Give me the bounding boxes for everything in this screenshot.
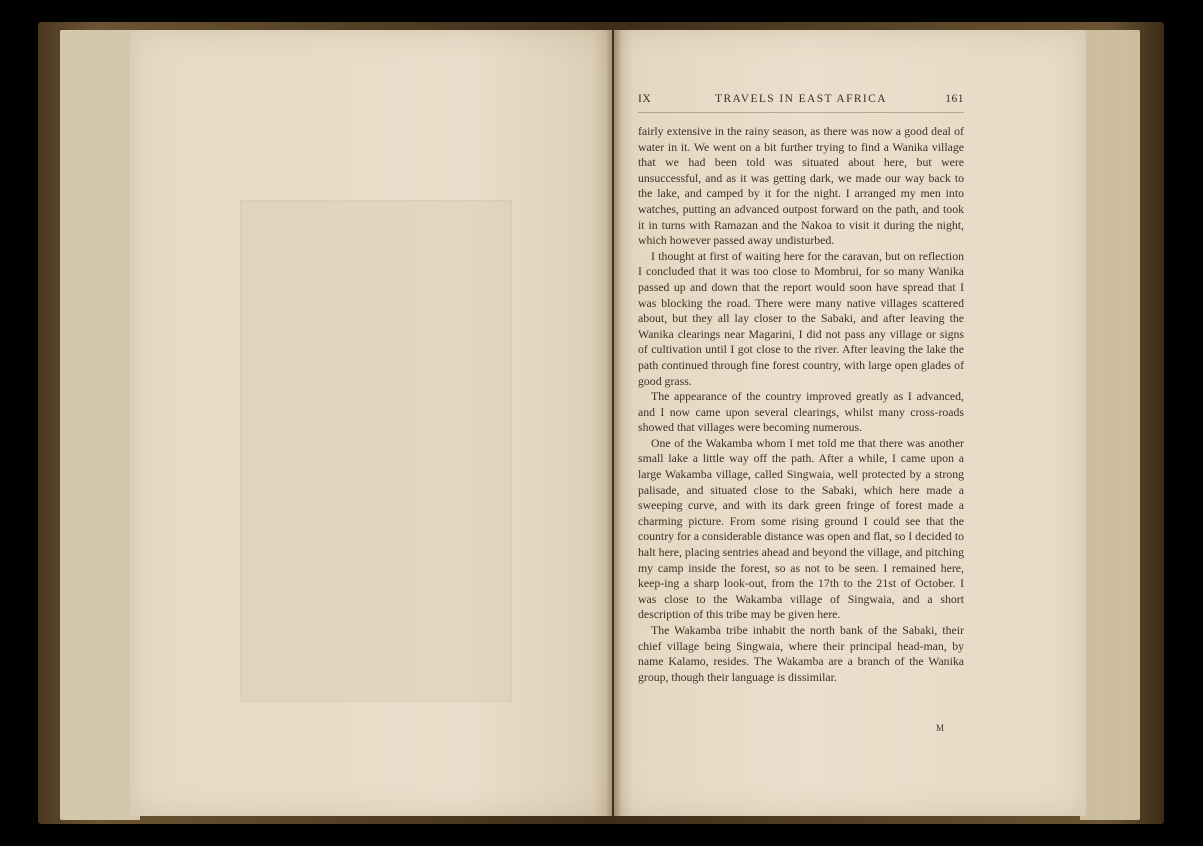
signature-mark: M xyxy=(936,723,945,733)
page-edges-left xyxy=(60,30,140,820)
paragraph-1: fairly extensive in the rainy season, as there was now a good deal of water in it. We went on a bit further trying to find a Wanika village that we had been told was situated about here, but were unsuccessful, and as it was getting dark, we made our way back to the lake, and camped by it for the night. I arranged my men into watches, putting an advanced outpost forward on the path, and took it in turns with Ramazan and the Nakoa to visit it during the night, which however passed away undisturbed. xyxy=(638,124,964,248)
plate-show-through xyxy=(240,200,512,702)
page-number: 161 xyxy=(945,93,964,105)
paragraph-4: One of the Wakamba whom I met told me that there was another small lake a little way off the path. After a while, I came upon a large Wakamba village, called Singwaia, well protected by a strong palisade, and situated close to the Sabaki, which here made a sweeping curve, and with its dark green fringe of forest made a charming picture. From some rising ground I could see that the country for a considerable distance was open and flat, so I decided to halt here, placing sentries ahead and beyond the village, and pitching my camp inside the forest, so as not to be seen. I remained here, keep-ing a sharp look-out, from the 17th to the 21st of October. I was close to the Wakamba village of Singwaia, and a short description of this tribe may be given here. xyxy=(638,435,964,622)
chapter-number: IX xyxy=(638,93,652,105)
book-gutter xyxy=(606,30,622,816)
paragraph-2: I thought at first of waiting here for the caravan, but on reflection I concluded that it was too close to Mombrui, for so many Wanika passed up and down that the report would soon have spread that I was blocking the road. There were many native villages scattered about, but they all lay closer to the Sabaki, and after leaving the Wanika clearings near Magarini, I did not pass any village or signs of cultivation until I got close to the river. After leaving the lake the path continued through fine forest country, with large open glades of good grass. xyxy=(638,248,964,388)
header-rule xyxy=(638,112,964,113)
running-title: TRAVELS IN EAST AFRICA xyxy=(715,93,887,105)
running-head xyxy=(638,93,964,109)
paragraph-5: The Wakamba tribe inhabit the north bank of the Sabaki, their chief village being Singwaia, where their principal head-man, by name Kalamo, resides. The Wakamba are a branch of the Wanika group, though their language is dissimilar. xyxy=(638,623,964,684)
paragraph-3: The appearance of the country improved greatly as I advanced, and I now came upon several clearings, whilst many cross-roads showed that villages were becoming numerous. xyxy=(638,389,964,435)
body-text xyxy=(638,124,964,685)
page-edges-right xyxy=(1080,30,1140,820)
